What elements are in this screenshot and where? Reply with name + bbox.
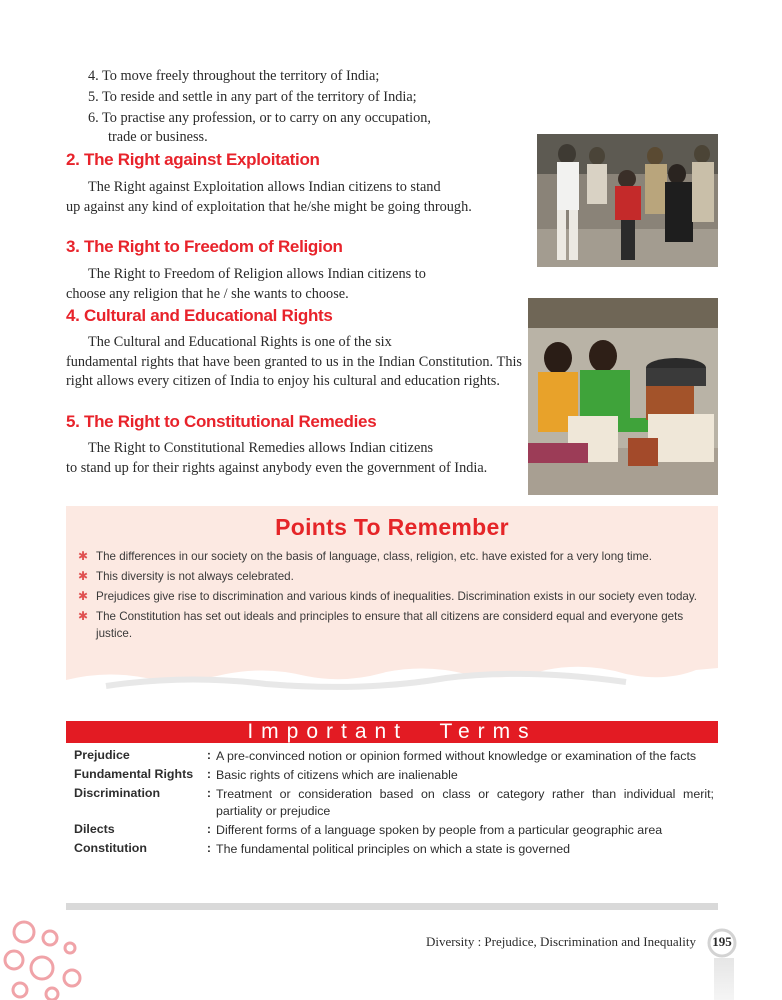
paragraph-rest: choose any religion that he / she wants to choose.: [66, 285, 349, 302]
page-number-badge: [706, 928, 738, 958]
list-item: 6. To practise any profession, or to carry on any occupation,: [88, 110, 431, 126]
section-heading-cultural: 4. Cultural and Educational Rights: [66, 306, 333, 325]
section-heading-remedies: 5. The Right to Constitutional Remedies: [66, 412, 377, 431]
point-text: The Constitution has set out ideals and principles to ensure that all citizens are considerd equal and everyone gets justice.: [96, 610, 684, 640]
star-bullet-icon: ✱: [78, 569, 89, 583]
page-tab-decoration: [714, 958, 734, 1000]
term-name: Prejudice: [74, 748, 130, 762]
point-text: The differences in our society on the basis of language, class, religion, etc. have existed for a very long time.: [96, 550, 652, 563]
photo-exploitation: [537, 134, 718, 267]
table-row: [74, 748, 714, 765]
section-heading-religion: 3. The Right to Freedom of Religion: [66, 237, 343, 256]
term-definition: Different forms of a language spoken by people from a particular geographic area: [216, 823, 663, 837]
important-terms-bar: [66, 721, 718, 743]
star-bullet-icon: ✱: [78, 589, 89, 603]
paragraph-first-line: The Right to Freedom of Religion allows Indian citizens to: [88, 266, 426, 282]
points-list: [78, 548, 708, 645]
section-paragraph-remedies: [66, 439, 522, 478]
list-item: 5. To reside and settle in any part of the territory of India;: [88, 89, 417, 105]
list-item: [78, 608, 708, 642]
point-text: This diversity is not always celebrated.: [96, 570, 294, 583]
circles-decoration-icon: [0, 908, 92, 1000]
section-heading-exploitation: 2. The Right against Exploitation: [66, 150, 320, 169]
rights-list: [88, 66, 528, 148]
table-row: [74, 786, 714, 820]
chapter-title-footer: Diversity : Prejudice, Discrimination and Inequality: [425, 934, 696, 949]
term-name: Constitution: [74, 841, 147, 855]
photo-cultural: [528, 298, 718, 495]
section-paragraph-cultural: [66, 333, 522, 392]
term-definition: Basic rights of citizens which are inalienable: [216, 768, 458, 782]
list-item: [78, 548, 708, 565]
term-colon: :: [206, 748, 212, 762]
term-definition: The fundamental political principles on which a state is governed: [216, 842, 571, 856]
list-item: [78, 568, 708, 585]
table-row: [74, 822, 714, 839]
photo-exploitation-image: [537, 134, 718, 267]
paragraph-rest: up against any kind of exploitation that he/she might be going through.: [66, 198, 472, 215]
term-name: Dilects: [74, 822, 115, 836]
term-colon: :: [206, 822, 212, 836]
paragraph-first-line: The Cultural and Educational Rights is one of the six: [88, 334, 392, 350]
term-colon: :: [206, 841, 212, 855]
terms-table: [74, 748, 714, 858]
term-definition: A pre-convinced notion or opinion formed without knowledge or examination of the facts: [216, 749, 697, 763]
torn-paper-edge-decoration: [66, 656, 718, 696]
term-name: Discrimination: [74, 786, 161, 800]
paragraph-first-line: The Right to Constitutional Remedies allows Indian citizens: [88, 440, 434, 456]
star-bullet-icon: ✱: [78, 549, 89, 563]
page-number: 195: [712, 934, 732, 949]
photo-cultural-image: [528, 298, 718, 495]
points-to-remember-title: Points To Remember: [275, 514, 509, 540]
term-name: Fundamental Rights: [74, 767, 194, 781]
point-text: Prejudices give rise to discrimination and various kinds of inequalities. Discrimination exists in our society even today.: [96, 590, 698, 603]
table-row: [74, 841, 714, 858]
term-definition: Treatment or consideration based on class or category rather than individual merit; partiality or prejudice: [216, 787, 714, 818]
list-item-continuation: trade or business.: [108, 129, 208, 145]
section-paragraph-religion: [66, 265, 522, 304]
paragraph-rest: fundamental rights that have been granted to us in the Indian Constitution. This right allows every citizen of India to enjoy his cultural and education rights.: [66, 353, 522, 389]
term-colon: :: [206, 767, 212, 781]
list-item: 4. To move freely throughout the territory of India;: [88, 68, 380, 84]
table-row: [74, 767, 714, 784]
star-bullet-icon: ✱: [78, 609, 89, 623]
section-paragraph-exploitation: [66, 178, 522, 217]
list-item: [78, 588, 708, 605]
paragraph-first-line: The Right against Exploitation allows Indian citizens to stand: [88, 179, 441, 195]
points-to-remember-panel: [66, 506, 718, 696]
divider: [66, 903, 718, 910]
paragraph-rest: to stand up for their rights against anybody even the government of India.: [66, 459, 488, 476]
important-terms-title: Important Terms: [247, 720, 537, 743]
term-colon: :: [206, 786, 212, 800]
